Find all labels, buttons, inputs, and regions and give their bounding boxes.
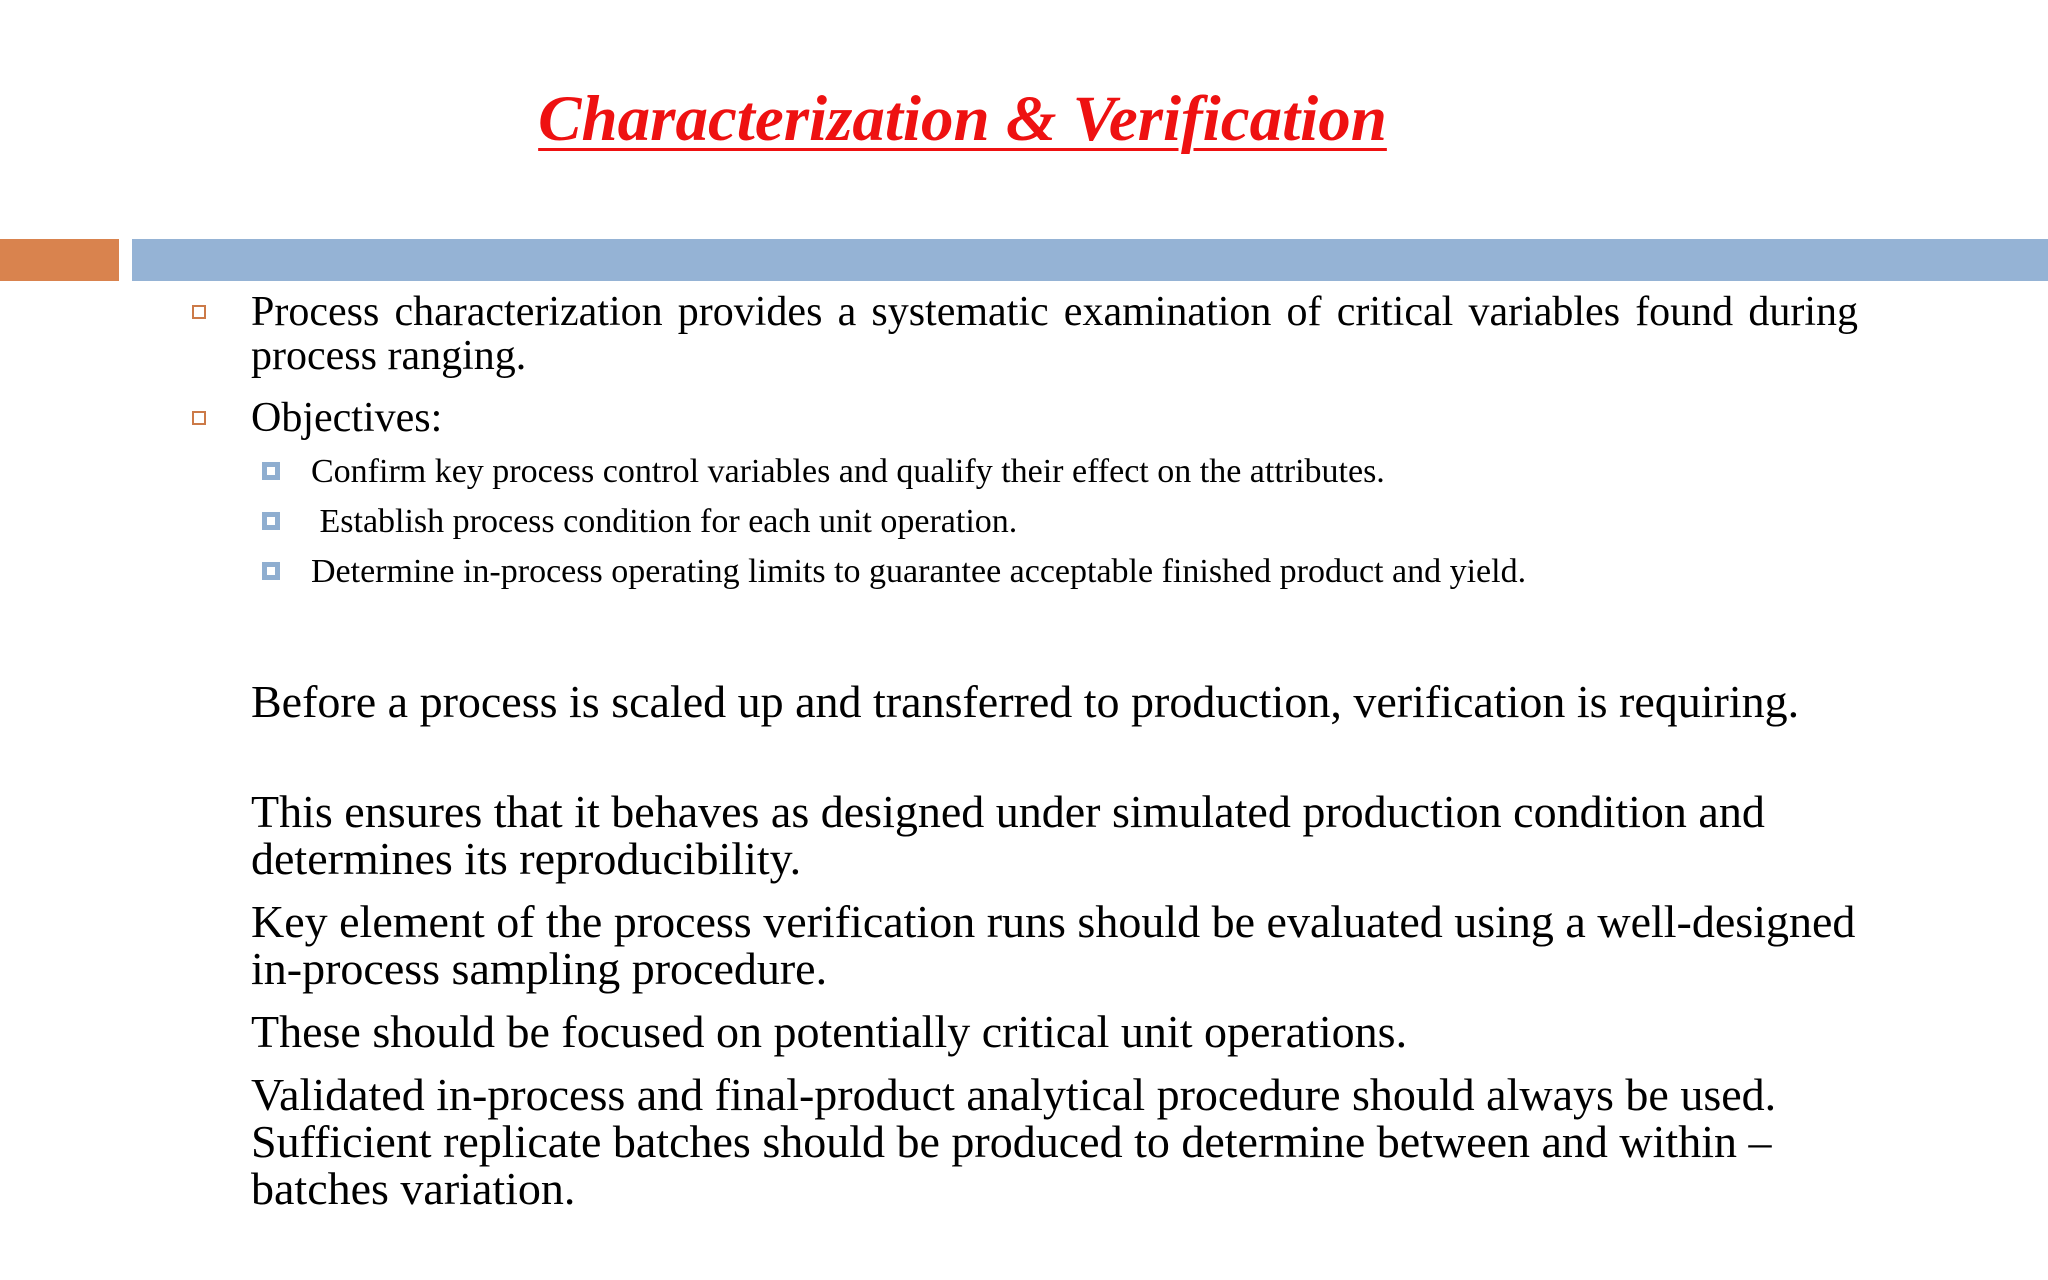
header-bar — [132, 239, 2048, 281]
framed-square-bullet-icon — [262, 512, 280, 530]
bullet-text: Process characterization provides a systematic examination of critical variables found during process ranging. — [251, 289, 1858, 379]
paragraph: Key element of the process verification runs should be evaluated using a well-designed in-process sampling procedure. — [251, 896, 1856, 994]
sub-bullet-text: Establish process condition for each unit operation. — [311, 503, 1018, 540]
accent-bar — [0, 239, 119, 281]
slide-title: Characterization & Verification — [538, 83, 1387, 155]
bullet-text: Objectives: — [251, 395, 443, 441]
paragraph: Before a process is scaled up and transferred to production, verification is requiring. — [251, 676, 1800, 727]
sub-bullet-text: Confirm key process control variables and qualify their effect on the attributes. — [311, 453, 1385, 490]
paragraph: Validated in-process and final-product analytical procedure should always be used. Sufficient replicate batches should be produced to determine between and within – batches variation. — [251, 1069, 1777, 1214]
framed-square-bullet-icon — [262, 462, 280, 480]
hollow-square-bullet-icon — [192, 411, 206, 425]
paragraph: This ensures that it behaves as designed under simulated production condition and determines its reproducibility. — [251, 786, 1765, 884]
framed-square-bullet-icon — [262, 562, 280, 580]
hollow-square-bullet-icon — [192, 305, 206, 319]
paragraph: These should be focused on potentially critical unit operations. — [251, 1006, 1408, 1057]
sub-bullet-text: Determine in-process operating limits to guarantee acceptable finished product and yield. — [311, 553, 1527, 590]
